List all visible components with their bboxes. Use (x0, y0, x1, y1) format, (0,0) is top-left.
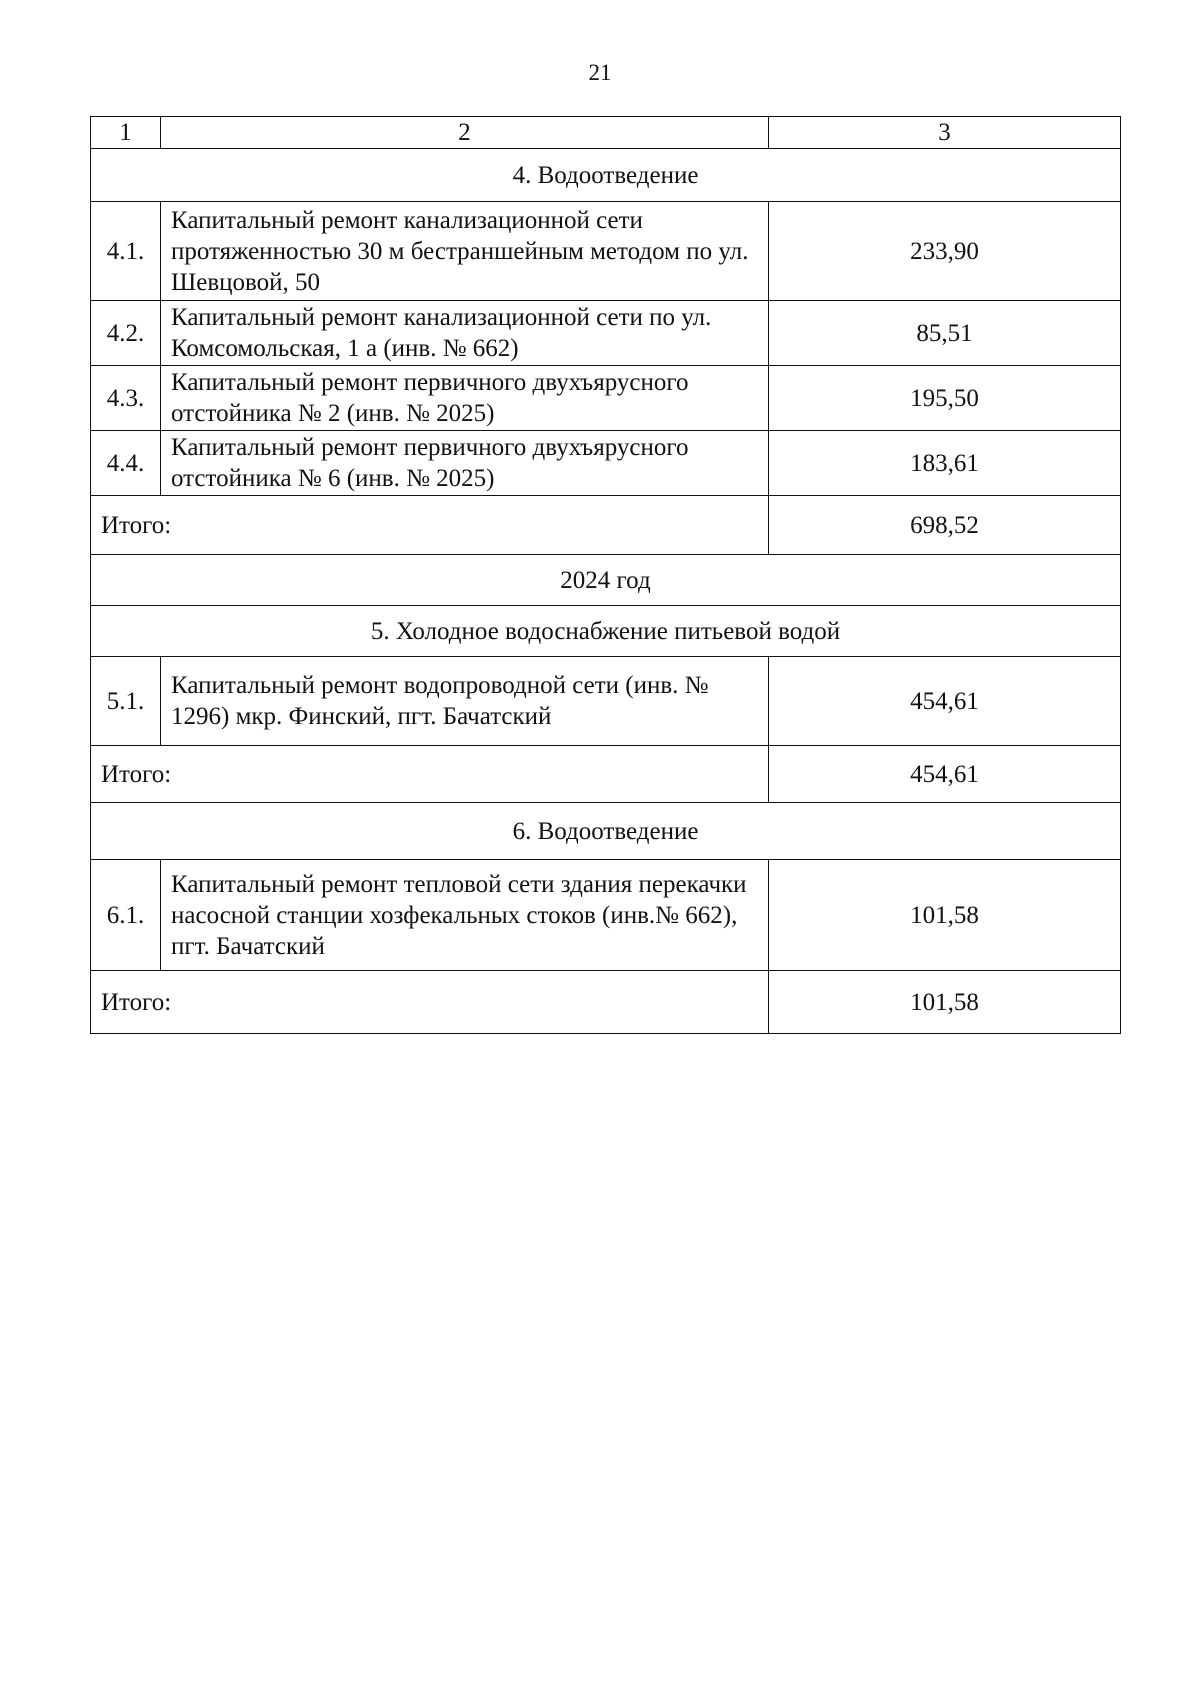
total-value: 698,52 (769, 496, 1121, 555)
section-row (91, 803, 1121, 860)
row-value: 233,90 (769, 202, 1121, 301)
header-col-2: 2 (161, 117, 769, 149)
row-description: Капитальный ремонт первичного двухъярусного отстойника № 6 (инв. № 2025) (161, 431, 769, 496)
row-number: 4.4. (91, 431, 161, 496)
total-label: Итого: (91, 971, 769, 1034)
row-number: 4.2. (91, 301, 161, 366)
year-title: 2024 год (91, 555, 1121, 606)
table-header-row (91, 117, 1121, 149)
row-value: 454,61 (769, 657, 1121, 746)
row-description: Капитальный ремонт канализационной сети протяженностью 30 м бестраншейным методом по ул. Шевцовой, 50 (161, 202, 769, 301)
section-row (91, 149, 1121, 202)
total-label: Итого: (91, 496, 769, 555)
table-row (91, 657, 1121, 746)
row-number: 4.3. (91, 366, 161, 431)
row-value: 85,51 (769, 301, 1121, 366)
row-description: Капитальный ремонт первичного двухъярусного отстойника № 2 (инв. № 2025) (161, 366, 769, 431)
total-label: Итого: (91, 746, 769, 803)
row-number: 6.1. (91, 860, 161, 971)
total-row (91, 971, 1121, 1034)
row-description: Капитальный ремонт канализационной сети по ул. Комсомольская, 1 а (инв. № 662) (161, 301, 769, 366)
table-row (91, 366, 1121, 431)
page-number: 21 (588, 60, 612, 85)
row-number: 5.1. (91, 657, 161, 746)
row-description: Капитальный ремонт водопроводной сети (инв. № 1296) мкр. Финский, пгт. Бачатский (161, 657, 769, 746)
table-row (91, 301, 1121, 366)
section-title-6: 6. Водоотведение (91, 803, 1121, 860)
row-value: 183,61 (769, 431, 1121, 496)
section-title-5: 5. Холодное водоснабжение питьевой водой (91, 606, 1121, 657)
header-col-3: 3 (769, 117, 1121, 149)
total-value: 101,58 (769, 971, 1121, 1034)
table-row (91, 202, 1121, 301)
row-description: Капитальный ремонт тепловой сети здания перекачки насосной станции хозфекальных стоков (инв.№ 662), пгт. Бачатский (161, 860, 769, 971)
total-row (91, 746, 1121, 803)
section-row (91, 606, 1121, 657)
table-row (91, 431, 1121, 496)
budget-table (90, 116, 1121, 1034)
total-row (91, 496, 1121, 555)
row-value: 101,58 (769, 860, 1121, 971)
section-title-4: 4. Водоотведение (91, 149, 1121, 202)
row-value: 195,50 (769, 366, 1121, 431)
year-row (91, 555, 1121, 606)
row-number: 4.1. (91, 202, 161, 301)
table-row (91, 860, 1121, 971)
header-col-1: 1 (91, 117, 161, 149)
total-value: 454,61 (769, 746, 1121, 803)
